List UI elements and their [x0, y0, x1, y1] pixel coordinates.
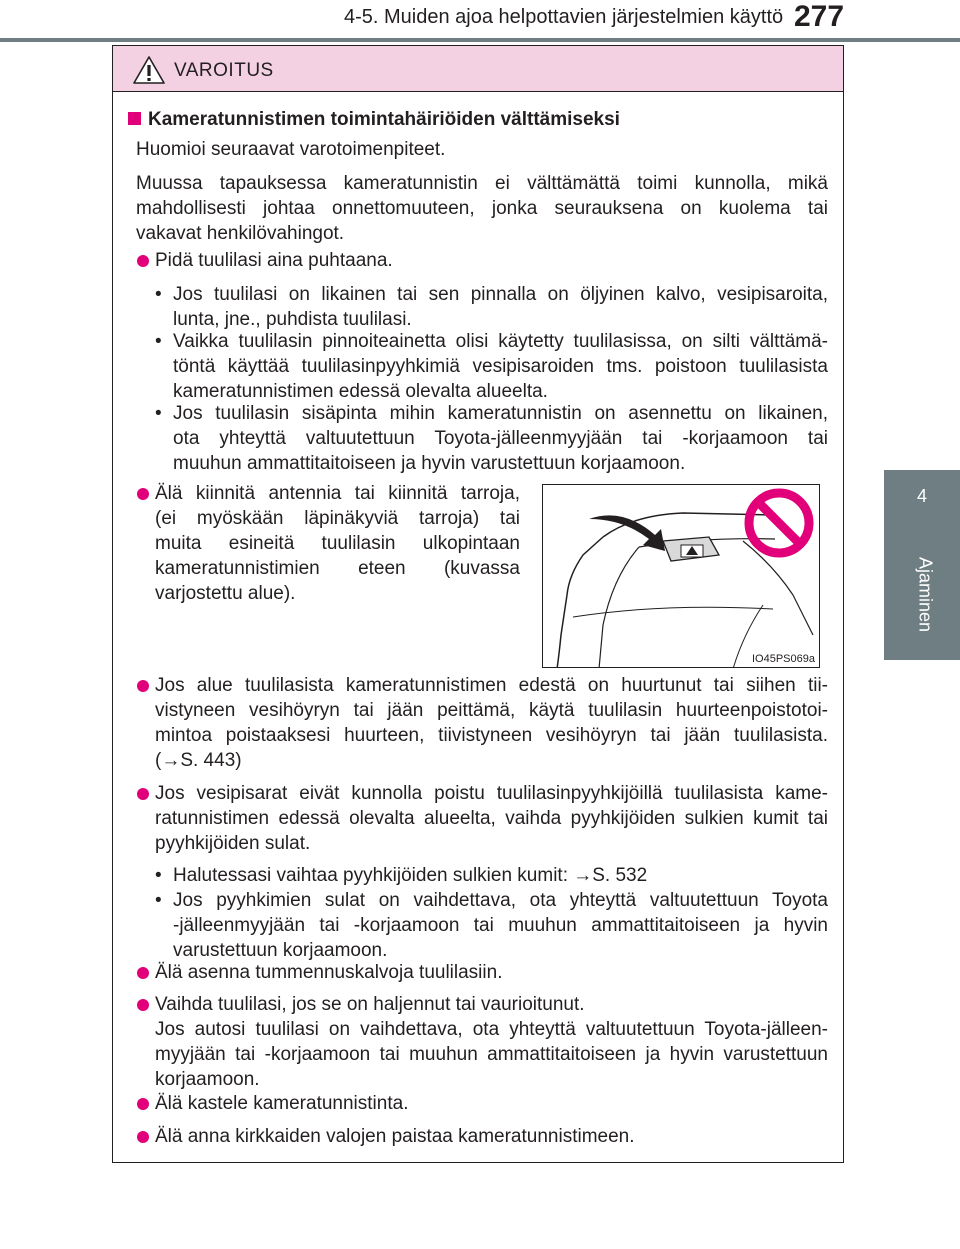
- item-line: ratunnistimen edessä olevalta alueelta, vaihda pyyhkijöiden sulkien kumit tai: [155, 808, 828, 829]
- sub-item-line: lunta, jne., puhdista tuulilasi.: [173, 309, 412, 330]
- warning-title: VAROITUS: [174, 60, 274, 81]
- section-heading: Kameratunnistimen toimintahäiriöiden välttämiseksi: [148, 109, 620, 130]
- intro-paragraph-line: vakavat henkilövahingot.: [136, 223, 345, 244]
- item-text: Älä asenna tummennuskalvoja tuulilasiin.: [155, 962, 503, 983]
- sub-item-line: Vaikka tuulilasin pinnoiteainetta olisi käytetty tuulilasissa, on silti välttämä-: [173, 331, 828, 352]
- page-number: 277: [794, 0, 845, 33]
- sub-bullet: •: [155, 865, 162, 886]
- sub-bullet: •: [155, 331, 162, 352]
- sub-item-line: Halutessasi vaihtaa pyyhkijöiden sulkien kumit: →S. 532: [173, 865, 648, 886]
- chapter-label: [910, 540, 934, 650]
- page-reference[interactable]: (→S. 443): [155, 750, 242, 771]
- running-header: 4-5. Muiden ajoa helpottavien järjestelmien käyttö: [344, 6, 784, 28]
- sub-bullet: •: [155, 284, 162, 305]
- windshield-illustration: [542, 484, 820, 668]
- item-line: korjaamoon.: [155, 1069, 260, 1090]
- intro-paragraph-line: mahdollisesti johtaa onnettomuuteen, jonka seurauksena on kuolema tai: [136, 198, 828, 219]
- item-line: Jos autosi tuulilasi on vaihdettava, ota yhteyttä valtuutettuun Toyota-jälleen-: [155, 1019, 828, 1040]
- sub-item-line: -jälleenmyyjään tai -korjaamoon tai muuhun ammattitaitoiseen ja hyvin: [173, 915, 828, 936]
- item-bullet: [137, 967, 149, 979]
- sub-item-line: kameratunnistimen edessä olevalta alueelta.: [173, 381, 548, 402]
- item-bullet: [137, 1131, 149, 1143]
- item-text: Pidä tuulilasi aina puhtaana.: [155, 250, 393, 271]
- item-line: pyyhkijöiden sulat.: [155, 833, 311, 854]
- sub-item-line: Jos tuulilasi on likainen tai sen pinnalla on öljyinen kalvo, vesipisaroita,: [173, 284, 828, 305]
- intro-text: Huomioi seuraavat varotoimenpiteet.: [136, 139, 446, 160]
- windshield-drawing: [543, 485, 820, 668]
- sub-item-line: ota yhteyttä valtuutettuun Toyota-jälleenmyyjään tai -korjaamoon tai: [173, 428, 828, 449]
- item-line: Jos alue tuulilasista kameratunnistimen edestä on huurtunut tai siihen tii-: [155, 675, 828, 696]
- item-bullet: [137, 999, 149, 1011]
- item-text: Älä kastele kameratunnistinta.: [155, 1093, 409, 1114]
- sub-item-line: muuhun ammattitaitoiseen ja hyvin varustettuun korjaamoon.: [173, 453, 686, 474]
- warning-header: [113, 46, 843, 92]
- item-bullet: [137, 1098, 149, 1110]
- item-bullet: [137, 788, 149, 800]
- chapter-label-text: Ajaminen: [915, 556, 936, 633]
- item-line: Älä kiinnitä antennia tai kiinnitä tarroja,: [155, 483, 520, 504]
- chapter-number: 4: [916, 486, 927, 506]
- item-bullet: [137, 255, 149, 267]
- item-line: varjostettu alue).: [155, 583, 296, 604]
- side-dash: [955, 621, 957, 629]
- section-square-bullet: [128, 112, 141, 125]
- item-line: vistyneen vesihöyryn tai jään peittämä, käytä tuulilasin huurteenpoistotoi-: [155, 700, 828, 721]
- sub-item-line: Jos pyyhkimien sulat on vaihdettava, ota yhteyttä valtuutettuun Toyota: [173, 890, 828, 911]
- item-bullet: [137, 680, 149, 692]
- figure-code: IO45PS069a: [752, 653, 815, 665]
- header-rule: [0, 38, 960, 42]
- item-text: Älä anna kirkkaiden valojen paistaa kameratunnistimeen.: [155, 1126, 635, 1147]
- item-line: kameratunnistimien eteen (kuvassa: [155, 558, 520, 579]
- sub-item-line: töntä käyttää tuulilasinpyyhkimiä vesipisaroiden tms. poistoon tuulilasista: [173, 356, 828, 377]
- chapter-tab[interactable]: [884, 470, 960, 660]
- item-line: myyjään tai -korjaamoon tai muuhun ammattitaitoiseen ja hyvin varustettuun: [155, 1044, 828, 1065]
- item-line: (ei myöskään läpinäkyviä tarroja) tai: [155, 508, 520, 529]
- item-bullet: [137, 488, 149, 500]
- item-line: muita esineitä tuulilasin ulkopintaan: [155, 533, 520, 554]
- sub-item-line: varustettuun korjaamoon.: [173, 940, 388, 961]
- sub-item-line: Jos tuulilasin sisäpinta mihin kameratunnistin on asennettu on likainen,: [173, 403, 828, 424]
- item-line: Jos vesipisarat eivät kunnolla poistu tuulilasinpyyhkijöillä tuulilasista kame-: [155, 783, 828, 804]
- sub-bullet: •: [155, 403, 162, 424]
- intro-paragraph-line: Muussa tapauksessa kameratunnistin ei välttämättä toimi kunnolla, mikä: [136, 173, 828, 194]
- item-line: Vaihda tuulilasi, jos se on haljennut tai vaurioitunut.: [155, 994, 585, 1015]
- sub-bullet: •: [155, 890, 162, 911]
- item-line: mintoa poistaaksesi huurteen, tiivistyneen vesihöyryn tai jään tuulilasista.: [155, 725, 828, 746]
- warning-triangle-icon: [133, 56, 165, 84]
